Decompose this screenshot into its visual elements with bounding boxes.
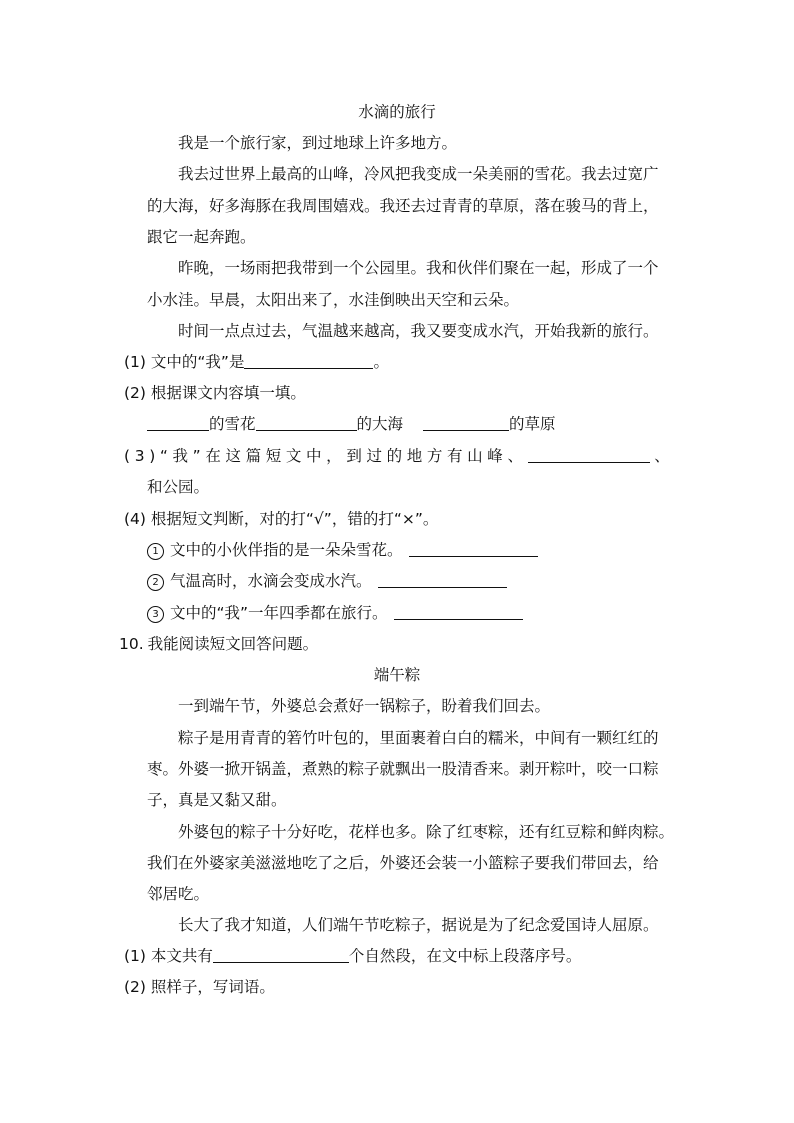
question-4-item-1-text: 文中的小伙伴指的是一朵朵雪花。 bbox=[170, 541, 403, 559]
question-3-line-1 bbox=[124, 446, 670, 466]
question-4-item-3 bbox=[147, 603, 523, 623]
question-10 bbox=[119, 634, 318, 654]
sea-adjective-blank[interactable] bbox=[256, 414, 357, 431]
q3-char: 篇 bbox=[245, 447, 262, 465]
grassland-adjective-blank[interactable] bbox=[423, 414, 509, 431]
q3-char: 中 bbox=[306, 447, 322, 465]
passage2-paragraph-4: 长大了我才知道，人们端午节吃粽子，据说是为了纪念爱国诗人屈原。 bbox=[178, 916, 659, 934]
passage1-paragraph-3-line-2: 小水洼。早晨，太阳出来了，水洼倒映出天空和云朵。 bbox=[147, 291, 520, 309]
passage2-question-1 bbox=[124, 946, 581, 966]
question-2-prompt: (2) 根据课文内容填一填。 bbox=[124, 384, 306, 402]
q3-char: 我 bbox=[172, 447, 189, 465]
q3-char: ) bbox=[149, 447, 156, 465]
question-3-line-2: 和公园。 bbox=[147, 478, 210, 496]
q3-char: 峰 bbox=[487, 447, 503, 465]
passage1-paragraph-2-line-2: 的大海，好多海豚在我周围嬉戏。我还去过青青的草原，落在骏马的背上， bbox=[147, 197, 659, 215]
q3-char: 短 bbox=[265, 447, 282, 465]
sea-label: 的大海 bbox=[356, 415, 404, 433]
question-4-item-3-text: 文中的“我”一年四季都在旅行。 bbox=[170, 604, 388, 622]
q3-char: 到 bbox=[346, 447, 362, 465]
passage2-paragraph-2-line-2: 枣。外婆一掀开锅盖，煮熟的粽子就飘出一股清香来。剥开粽叶，咬一口粽 bbox=[147, 760, 659, 778]
question-4-item-2 bbox=[147, 571, 507, 591]
question-4-item-1 bbox=[147, 540, 538, 560]
passage2-paragraph-2-line-1: 粽子是用青青的箬竹叶包的，里面裹着白白的糯米，中间有一颗红红的 bbox=[178, 729, 659, 747]
q3-char: “ bbox=[159, 447, 168, 465]
q3-char: 地 bbox=[406, 447, 423, 465]
question-4-prompt: (4) 根据短文判断，对的打“√”，错的打“×”。 bbox=[124, 510, 439, 528]
q3-char: 3 bbox=[134, 447, 145, 465]
question-4-item-1-blank[interactable] bbox=[409, 540, 538, 557]
passage2-paragraph-3-line-3: 邻居吃。 bbox=[147, 885, 210, 903]
passage2-question-1-suffix: 个自然段，在文中标上段落序号。 bbox=[348, 947, 582, 965]
question-10-text: 我能阅读短文回答问题。 bbox=[147, 635, 319, 653]
question-1-suffix: 。 bbox=[373, 353, 389, 371]
q3-char: 有 bbox=[447, 447, 463, 465]
circled-number: 1 bbox=[147, 543, 164, 560]
q3-char: 的 bbox=[386, 447, 403, 465]
passage2-paragraph-3-line-1: 外婆包的粽子十分好吃，花样也多。除了红枣粽，还有红豆粽和鲜肉粽。 bbox=[178, 823, 675, 841]
grassland-label: 的草原 bbox=[509, 415, 556, 433]
q3-char: 山 bbox=[467, 447, 483, 465]
q3-char: 文 bbox=[285, 447, 302, 465]
question-4-item-2-blank[interactable] bbox=[378, 571, 507, 588]
q3-char: ” bbox=[192, 447, 201, 465]
question-10-number: 10. bbox=[119, 635, 144, 653]
question-1-answer-blank[interactable] bbox=[244, 352, 373, 369]
paragraph-count-blank[interactable] bbox=[213, 946, 349, 963]
passage1-title: 水滴的旅行 bbox=[358, 103, 436, 121]
passage2-paragraph-1: 一到端午节，外婆总会煮好一锅粽子，盼着我们回去。 bbox=[178, 697, 551, 715]
passage2-question-1-prefix: (1) 本文共有 bbox=[124, 947, 213, 965]
snow-adjective-blank[interactable] bbox=[147, 414, 209, 431]
question-4-item-2-text: 气温高时，水滴会变成水汽。 bbox=[170, 572, 372, 590]
question-1-prefix: (1) 文中的“我”是 bbox=[124, 353, 245, 371]
passage2-title: 端午粽 bbox=[373, 666, 421, 684]
question-4-item-3-blank[interactable] bbox=[394, 603, 523, 620]
q3-char: ( bbox=[124, 447, 131, 465]
circled-number: 2 bbox=[147, 574, 164, 591]
passage1-paragraph-1: 我是一个旅行家，到过地球上许多地方。 bbox=[178, 134, 458, 152]
question-3-answer-blank[interactable] bbox=[528, 446, 650, 463]
q3-char: 方 bbox=[426, 447, 443, 465]
question-1 bbox=[124, 352, 389, 372]
q3-char: 、 bbox=[654, 447, 670, 465]
q3-char: 这 bbox=[225, 447, 241, 465]
passage1-paragraph-2-line-3: 跟它一起奔跑。 bbox=[147, 228, 256, 246]
snow-label: 的雪花 bbox=[209, 415, 256, 433]
passage2-paragraph-2-line-3: 子，真是又黏又甜。 bbox=[147, 791, 287, 809]
q3-char: 过 bbox=[366, 447, 382, 465]
q3-char: 在 bbox=[205, 447, 221, 465]
passage2-question-2-prompt: (2) 照样子，写词语。 bbox=[124, 978, 275, 996]
passage1-paragraph-4: 时间一点点过去，气温越来越高，我又要变成水汽，开始我新的旅行。 bbox=[178, 322, 659, 340]
q3-char: 、 bbox=[507, 447, 523, 465]
q3-char: ， bbox=[326, 447, 342, 465]
question-2-fill-row bbox=[147, 414, 556, 434]
passage2-paragraph-3-line-2: 我们在外婆家美滋滋地吃了之后，外婆还会装一小篮粽子要我们带回去，给 bbox=[147, 854, 659, 872]
passage1-paragraph-3-line-1: 昨晚，一场雨把我带到一个公园里。我和伙伴们聚在一起，形成了一个 bbox=[178, 259, 659, 277]
passage1-paragraph-2-line-1: 我去过世界上最高的山峰，冷风把我变成一朵美丽的雪花。我去过宽广 bbox=[178, 165, 659, 183]
circled-number: 3 bbox=[147, 606, 164, 623]
